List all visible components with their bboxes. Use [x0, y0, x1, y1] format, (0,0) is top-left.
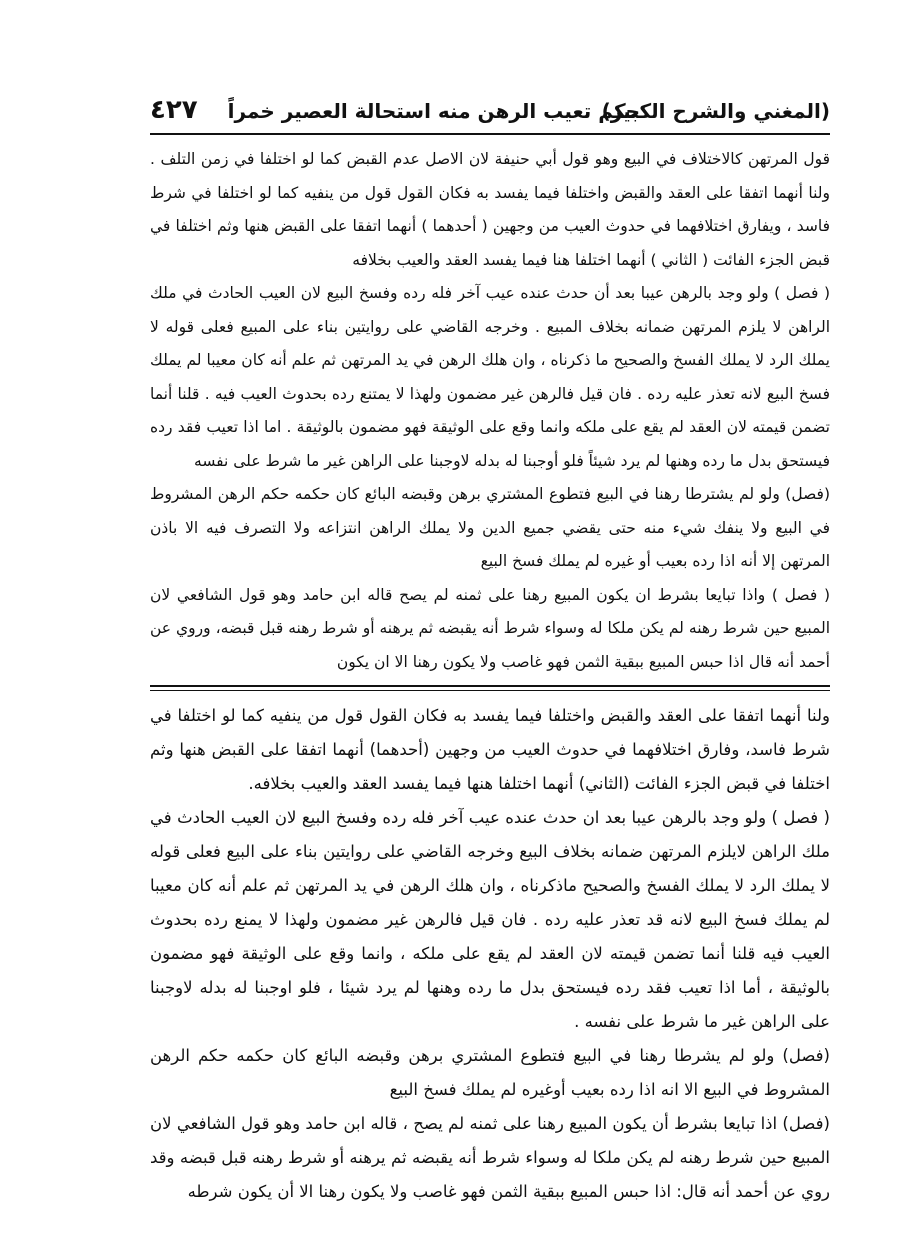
paragraph: (فصل) ولو لم يشرطا رهنا في البيع فتطوع المشتري برهن وقبضه البائع كان حكمه حكم الرهن المشروط في البيع الا انه اذا رده بعيب أوغيره لم يملك فسخ البيع [150, 1046, 830, 1099]
main-text [150, 143, 830, 679]
book-title: (المغني والشرح الكبير) [601, 99, 830, 123]
commentary-text [150, 699, 830, 1209]
running-header [150, 95, 830, 131]
section-divider [150, 685, 830, 691]
paragraph: (فصل) اذا تبايعا بشرط أن يكون المبيع رهنا على ثمنه لم يصح ، قاله ابن حامد وهو قول الشافعي لان المبيع حين شرط رهنه لم يكن ملكا له وسواء شرط أنه يقبضه ثم يرهنه أو شرط رهنه قبل قبضه وقد روي عن أحمد أنه قال: اذا حبس المبيع ببقية الثمن فهو غاصب ولا يكون رهنا الا أن يكون شرطه [150, 1114, 830, 1201]
paragraph: قول المرتهن كالاختلاف في البيع وهو قول أبي حنيفة لان الاصل عدم القبض كما لو اختلفا في زمن التلف . ولنا أنهما اتفقا على العقد والقبض واختلفا فيما يفسد به فكان القول قول من ينفيه كما لو اختلفا في شرط فاسد ، ويفارق اختلافهما في حدوث العيب من وجهين ( أحدهما ) أنهما اتفقا على القبض هنها وثم اختلفا في قبض الجزء الفائت ( الثاني ) أنهما اختلفا هنا فيما يفسد العقد والعيب بخلافه [150, 150, 830, 269]
paragraph: ( فصل ) ولو وجد بالرهن عيبا بعد أن حدث عنده عيب آخر فله رده وفسخ البيع لان العيب الحادث في ملك الراهن لا يلزم المرتهن ضمانه بخلاف المبيع . وخرجه القاضي على روايتين بناء على المبيع فعلى قوله لا يملك الرد لا يملك الفسخ والصحيح ما ذكرناه ، وان هلك الرهن في يد المرتهن ثم علم أنه كان معيبا لم يملك فسخ البيع لانه تعذر عليه رده . فان قيل فالرهن غير مضمون ولهذا لا يمتنع رده بحدوث العيب فيه . قلنا أنما تضمن قيمته لان العقد لم يقع على ملكه وانما وقع على الوثيقة فهو مضمون بالوثيقة . اما اذا تعيب فقد رده فيستحق بدل ما رده وهنها لم يرد شيئاً فلو أوجبنا له بدله لاوجبنا على الراهن غير ما شرط على نفسه [150, 284, 830, 470]
header-rule [150, 133, 830, 135]
book-page [150, 95, 830, 1209]
paragraph: ولنا أنهما اتفقا على العقد والقبض واختلفا فيما يفسد به فكان القول قول من ينفيه كما لو اختلفا في شرط فاسد، وفارق اختلافهما في حدوث العيب من وجهين (أحدهما) أنهما اتفقا على القبض هنها وثم اختلفا في قبض الجزء الفائت (الثاني) أنهما اختلفا هنها فيما يفسد العقد والعيب بخلافه. [150, 706, 830, 793]
paragraph: (فصل) ولو لم يشترطا رهنا في البيع فتطوع المشتري برهن وقبضه البائع كان حكمه حكم الرهن المشروط في البيع ولا ينفك شيء منه حتى يقضي جميع الدين ولا يملك الراهن انتزاعه ولا التصرف فيه الا باذن المرتهن إلا أنه اذا رده بعيب أو غيره لم يملك فسخ البيع [150, 485, 830, 570]
page-number: ٤٢٧ [150, 95, 198, 125]
paragraph: ( فصل ) ولو وجد بالرهن عيبا بعد ان حدث عنده عيب آخر فله رده وفسخ البيع لان العيب الحادث في ملك الراهن لايلزم المرتهن ضمانه بخلاف البيع وخرجه القاضي على روايتين بناء على البيع فعلى قوله لا يملك الرد لا يملك الفسخ والصحيح ماذكرناه ، وان هلك الرهن في يد المرتهن ثم علم أنه كان معيبا لم يملك فسخ البيع لانه قد تعذر عليه رده . فان قيل فالرهن غير مضمون ولهذا لا يمنع رده بحدوث العيب فيه قلنا أنما تضمن قيمته لان العقد لم يقع على ملكه ، وانما وقع على الوثيقة فهو مضمون بالوثيقة ، أما اذا تعيب فقد رده فيستحق بدل ما رده وهنها لم يرد شيئا ، فلو اوجبنا له بدله لاوجبنا على الراهن غير ما شرط على نفسه . [150, 808, 830, 1031]
section-title: حكم تعيب الرهن منه استحالة العصير خمراً [227, 99, 640, 123]
paragraph: ( فصل ) واذا تبايعا بشرط ان يكون المبيع رهنا على ثمنه لم يصح قاله ابن حامد وهو قول الشافعي لان المبيع حين شرط رهنه لم يكن ملكا له وسواء شرط أنه يقبضه ثم يرهنه أو شرط رهنه قبل قبضه، وروي عن أحمد أنه قال اذا حبس المبيع ببقية الثمن فهو غاصب ولا يكون رهنا الا ان يكون [150, 585, 830, 671]
